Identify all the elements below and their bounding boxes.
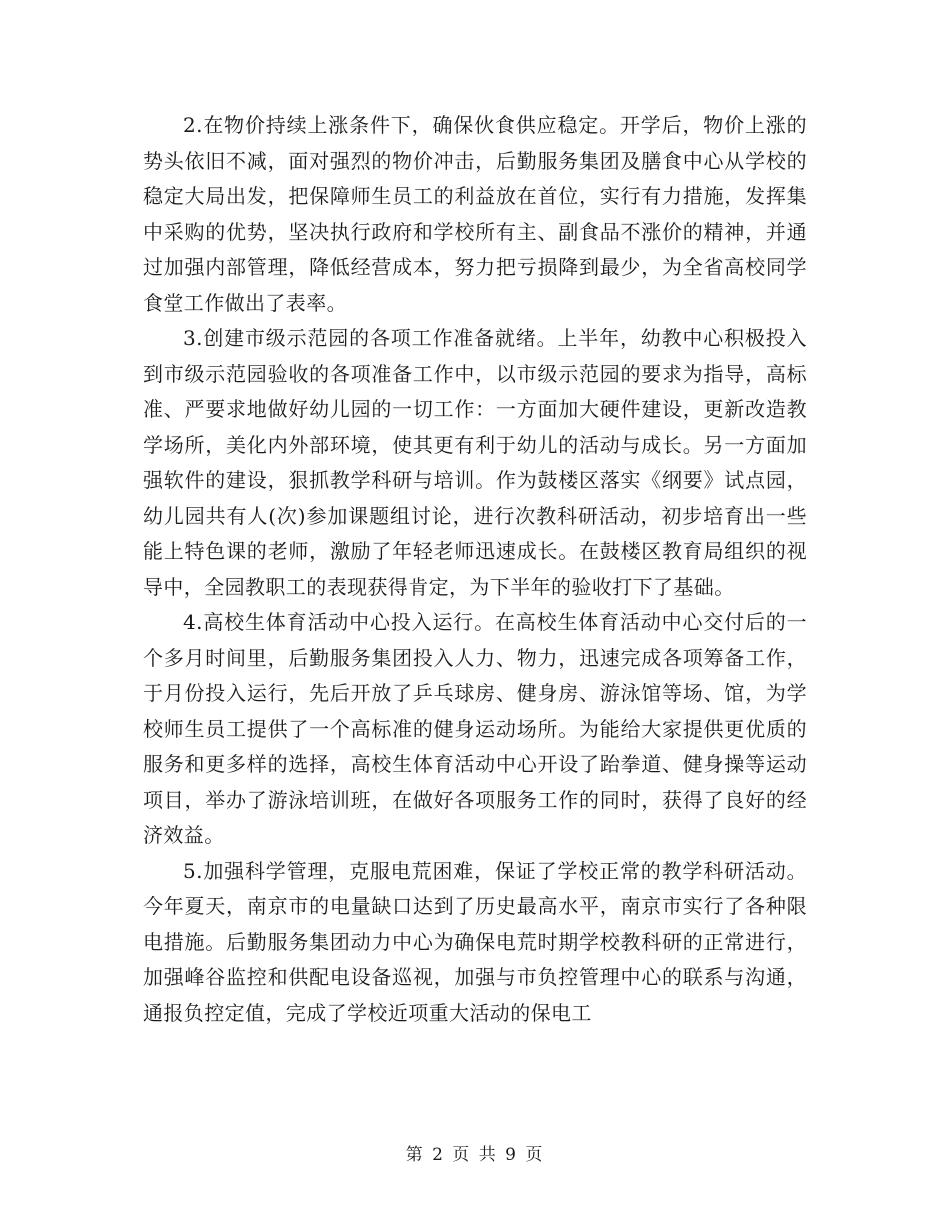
document-body	[143, 108, 807, 1031]
paragraph-5: 5.加强科学管理，克服电荒困难，保证了学校正常的教学科研活动。今年夏天，南京市的电量缺口达到了历史最高水平，南京市实行了各种限电措施。后勤服务集团动力中心为确保电荒时期学校教科研的正常进行，加强峰谷监控和供配电设备巡视，加强与市负控管理中心的联系与沟通，通报负控定值，完成了学校近项重大活动的保电工	[143, 858, 807, 1025]
paragraph-3: 3.创建市级示范园的各项工作准备就绪。上半年，幼教中心积极投入到市级示范园验收的各项准备工作中，以市级示范园的要求为指导，高标准、严要求地做好幼儿园的一切工作：一方面加大硬件建设，更新改造教学场所，美化内外部环境，使其更有利于幼儿的活动与成长。另一方面加强软件的建设，狠抓教学科研与培训。作为鼓楼区落实《纲要》试点园，幼儿园共有人(次)参加课题组讨论，进行次教科研活动，初步培育出一些能上特色课的老师，激励了年轻老师迅速成长。在鼓楼区教育局组织的视导中，全园教职工的表现获得肯定，为下半年的验收打下了基础。	[143, 326, 807, 599]
paragraph-2: 2.在物价持续上涨条件下，确保伙食供应稳定。开学后，物价上涨的势头依旧不减，面对强烈的物价冲击，后勤服务集团及膳食中心从学校的稳定大局出发，把保障师生员工的利益放在首位，实行有力措施，发挥集中采购的优势，坚决执行政府和学校所有主、副食品不涨价的精神，并通过加强内部管理，降低经营成本，努力把亏损降到最少，为全省高校同学食堂工作做出了表率。	[143, 113, 807, 315]
page-number-footer: 第 2 页 共 9 页	[405, 1145, 545, 1165]
paragraph-4: 4.高校生体育活动中心投入运行。在高校生体育活动中心交付后的一个多月时间里，后勤服务集团投入人力、物力，迅速完成各项筹备工作，于月份投入运行，先后开放了乒乓球房、健身房、游泳馆等场、馆，为学校师生员工提供了一个高标准的健身运动场所。为能给大家提供更优质的服务和更多样的选择，高校生体育活动中心开设了跆拳道、健身操等运动项目，举办了游泳培训班，在做好各项服务工作的同时，获得了良好的经济效益。	[143, 610, 807, 847]
